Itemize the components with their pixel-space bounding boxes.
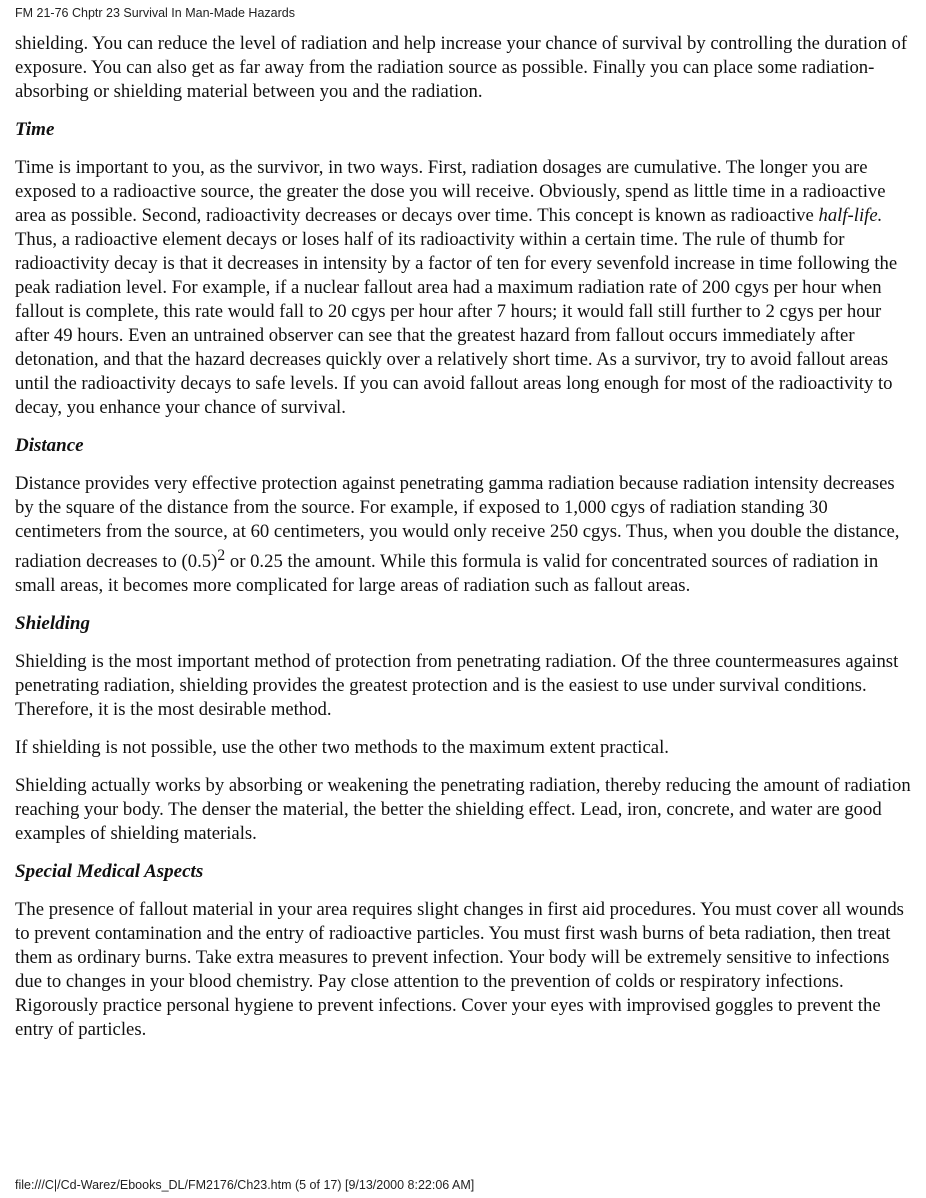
intro-paragraph: shielding. You can reduce the level of radiation and help increase your chance of survival by controlling the duration of exposure. You can also get as far away from the radiation source as possible. Finally you can place some radiation-absorbing or shielding material between you and the radiation.	[15, 33, 908, 102]
time-text-end: Thus, a radioactive element decays or loses half of its radioactivity within a certain time. The rule of thumb for radioactivity decay is that it decreases in intensity by a factor of ten for every sevenfold increase in time following the peak radiation level. For example, if a nuclear fallout area had a maximum radiation rate of 200 cgys per hour when fallout is complete, this rate would fall to 20 cgys per hour after 7 hours; it would fall still further to 2 cgys per hour after 49 hours. Even an untrained observer can see that the greatest hazard from fallout occurs immediately after detonation, and that the hazard decreases quickly over a relatively short time. As a survivor, try to avoid fallout areas until the radioactivity decays to safe levels. If you can avoid fallout areas long enough for most of the radioactivity to decay, you enhance your chance of survival.	[15, 229, 898, 418]
half-life-term: half-life.	[818, 205, 883, 226]
page-header: FM 21-76 Chptr 23 Survival In Man-Made Hazards	[15, 6, 295, 20]
shielding-paragraph-2: If shielding is not possible, use the other two methods to the maximum extent practical.	[15, 737, 669, 759]
section-heading-shielding: Shielding	[15, 613, 90, 635]
section-heading-medical: Special Medical Aspects	[15, 861, 204, 883]
distance-text-end: or 0.25 the amount. While this formula is valid for concentrated sources of radiation in small areas, it becomes more complicated for large areas of radiation such as fallout areas.	[15, 551, 879, 597]
exponent: 2	[217, 547, 226, 564]
shielding-paragraph-1: Shielding is the most important method of protection from penetrating radiation. Of the three countermeasures against penetrating radiation, shielding provides the greatest protection and is the easiest to use under survival conditions. Therefore, it is the most desirable method.	[15, 651, 899, 721]
section-heading-distance: Distance	[15, 435, 84, 456]
shielding-paragraph-3: Shielding actually works by absorbing or weakening the penetrating radiation, thereby reducing the amount of radiation reaching your body. The denser the material, the better the shielding effect. Lead, iron, concrete, and water are good examples of shielding materials.	[15, 775, 911, 845]
page-footer: file:///C|/Cd-Warez/Ebooks_DL/FM2176/Ch23.htm (5 of 17) [9/13/2000 8:22:06 AM]	[15, 1178, 475, 1192]
distance-paragraph	[15, 472, 915, 598]
section-heading-time: Time	[15, 119, 55, 140]
time-text-start: Time is important to you, as the survivor, in two ways. First, radiation dosages are cumulative. The longer you are exposed to a radioactive source, the greater the dose you will receive. Obviously, spend as little time in a radioactive area as possible. Second, radioactivity decreases or decays over time. This concept is known as radioactive	[15, 157, 886, 226]
time-paragraph	[15, 156, 915, 420]
document-body	[15, 32, 915, 1056]
distance-text-start: Distance provides very effective protection against penetrating gamma radiation because radiation intensity decreases by the square of the distance from the source. For example, if exposed to 1,000 cgys of radiation standing 30 centimeters from the source, at 60 centimeters, you would only receive 250 cgys. Thus, when you double the distance, radiation decreases to (0.5)	[15, 473, 900, 573]
medical-paragraph: The presence of fallout material in your area requires slight changes in first aid procedures. You must cover all wounds to prevent contamination and the entry of radioactive particles. You must first wash burns of beta radiation, then treat them as ordinary burns. Take extra measures to prevent infection. Your body will be extremely sensitive to infections due to changes in your blood chemistry. Pay close attention to the prevention of colds or respiratory infections. Rigorously practice personal hygiene to prevent infections. Cover your eyes with improvised goggles to prevent the entry of particles.	[15, 899, 904, 1041]
